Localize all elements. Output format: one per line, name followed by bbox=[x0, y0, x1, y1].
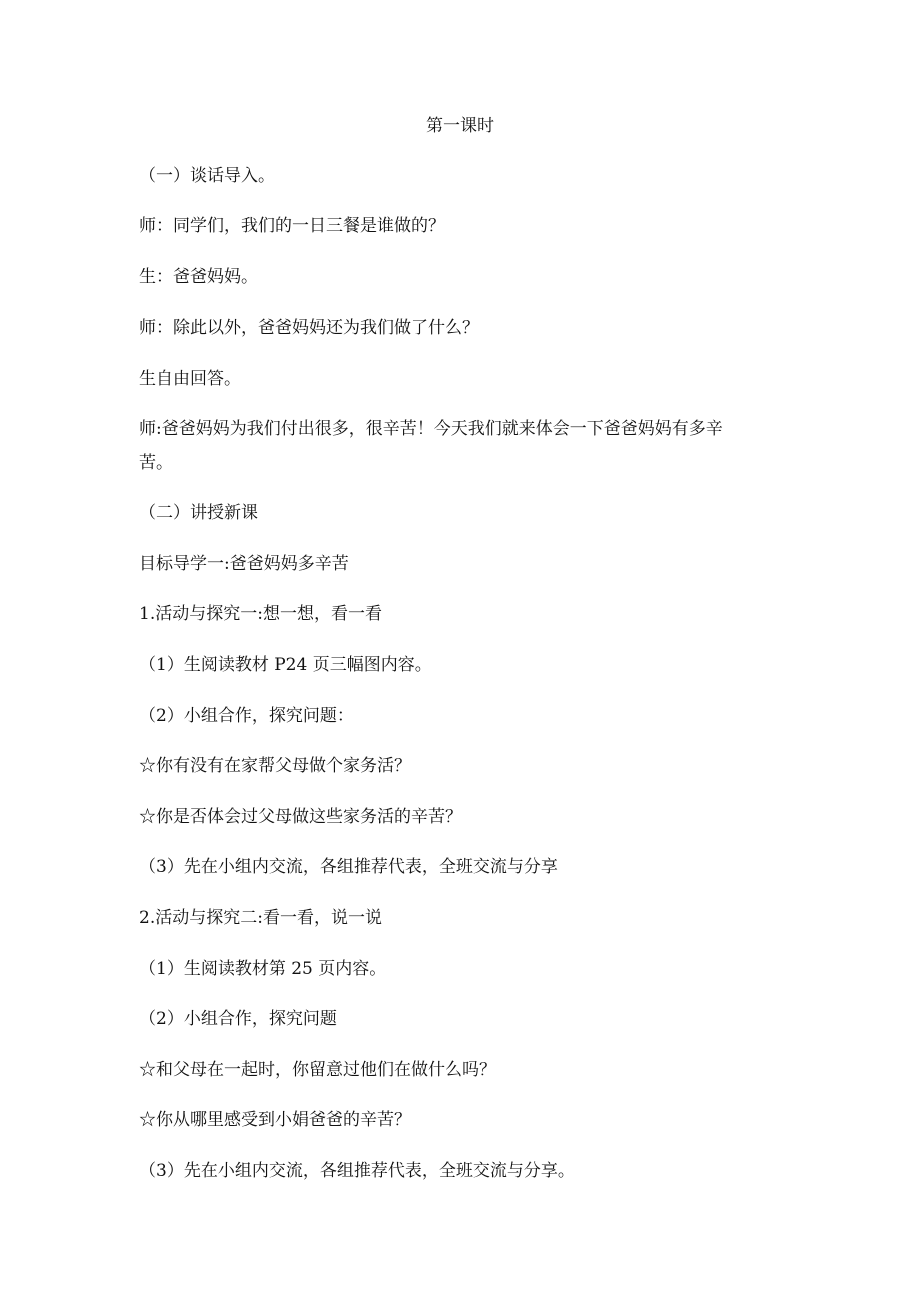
section-heading-new-lesson: （二）讲授新课 bbox=[139, 503, 258, 523]
dialogue-line: 师:爸爸妈妈为我们付出很多，很辛苦！今天我们就来体会一下爸爸妈妈有多辛 bbox=[139, 419, 723, 439]
activity-heading: 2.活动与探究二:看一看，说一说 bbox=[139, 908, 382, 928]
activity-step: （2）小组合作，探究问题 bbox=[139, 1009, 337, 1029]
question-item: ☆你是否体会过父母做这些家务活的辛苦？ bbox=[139, 807, 462, 827]
dialogue-line: 生：爸爸妈妈。 bbox=[139, 267, 258, 287]
activity-step: （1）生阅读教材 P24 页三幅图内容。 bbox=[139, 655, 432, 675]
activity-step: （1）生阅读教材第 25 页内容。 bbox=[139, 959, 387, 979]
goal-heading: 目标导学一:爸爸妈妈多辛苦 bbox=[139, 554, 349, 574]
dialogue-line: 生自由回答。 bbox=[139, 369, 241, 389]
dialogue-line-continued: 苦。 bbox=[139, 453, 173, 473]
question-item: ☆你有没有在家帮父母做个家务活？ bbox=[139, 756, 411, 776]
dialogue-line: 师：同学们，我们的一日三餐是谁做的？ bbox=[139, 216, 445, 236]
activity-step: （2）小组合作，探究问题： bbox=[139, 706, 354, 726]
activity-step: （3）先在小组内交流，各组推荐代表，全班交流与分享 bbox=[139, 857, 558, 877]
section-heading-intro: （一）谈话导入。 bbox=[139, 166, 275, 186]
lesson-title: 第一课时 bbox=[426, 116, 494, 136]
activity-heading: 1.活动与探究一:想一想，看一看 bbox=[139, 604, 382, 624]
question-item: ☆和父母在一起时，你留意过他们在做什么吗？ bbox=[139, 1060, 496, 1080]
activity-step: （3）先在小组内交流，各组推荐代表，全班交流与分享。 bbox=[139, 1161, 575, 1181]
dialogue-line: 师：除此以外，爸爸妈妈还为我们做了什么？ bbox=[139, 318, 479, 338]
question-item: ☆你从哪里感受到小娟爸爸的辛苦？ bbox=[139, 1110, 411, 1130]
